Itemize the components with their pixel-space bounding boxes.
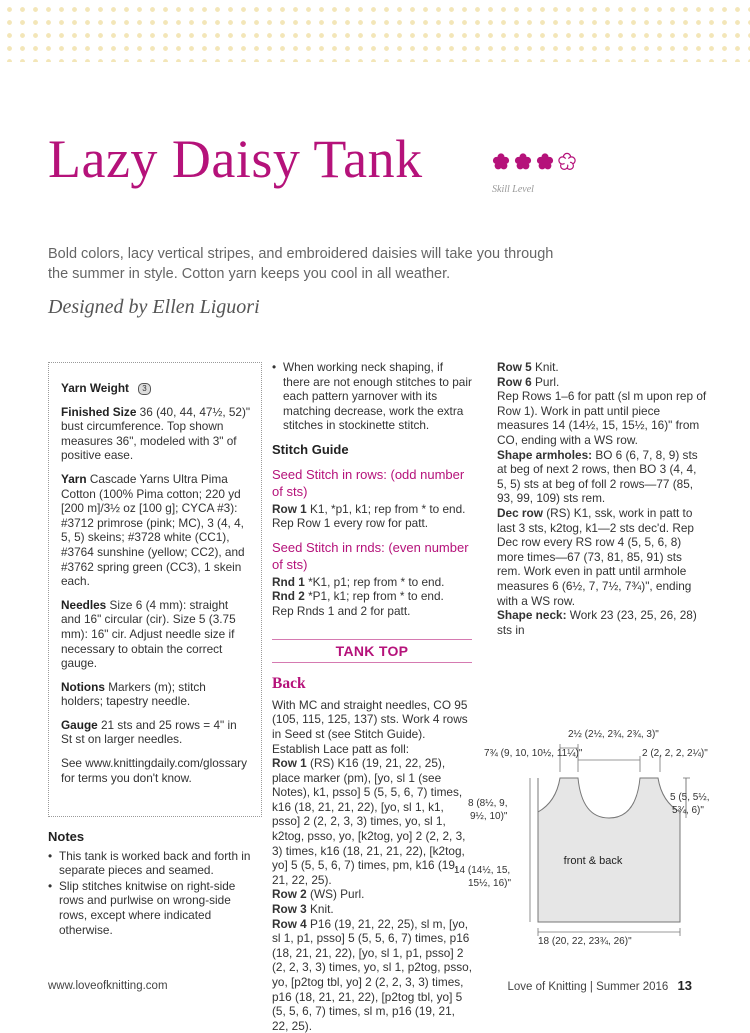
rnds-repeat: Rep Rnds 1 and 2 for patt.: [272, 603, 411, 618]
repeat-text: Rep Rows 1–6 for patt (sl m upon rep of Row 1). Work in patt until piece measures 14 (14½, 15, 15½, 16)" from CO, ending with a WS row.: [497, 389, 707, 447]
notions-label: Notions: [61, 679, 105, 694]
neck-label: Shape neck:: [497, 608, 567, 623]
armholes-label: Shape armholes:: [497, 447, 593, 462]
dotted-header-band: [0, 0, 750, 62]
rnd-1: [272, 575, 472, 590]
row-label: Row 5: [497, 360, 532, 374]
row-label: Row 6: [497, 374, 532, 389]
row-text: Purl.: [535, 374, 560, 389]
list-item: • When working neck shaping, if there are not enough stitches to pair each pattern yarnover with its matching decrease, work the extra stitches in stockinette stitch.: [272, 360, 472, 433]
finished-size: [61, 405, 251, 463]
needles-label: Needles: [61, 597, 107, 612]
yarn-weight-badge-icon: 3: [138, 383, 150, 395]
rnd-text: *K1, p1; rep from * to end.: [308, 574, 445, 589]
flower-outline-icon: [559, 153, 575, 169]
dim-neck-depth-1: 5 (5, 5½,: [670, 792, 710, 803]
dim-armhole-2: 9½, 10)": [470, 811, 508, 822]
yarn-weight: [61, 381, 251, 396]
notions-text: Markers (m); stitch holders; tapestry needle.: [61, 679, 206, 709]
tank-silhouette: [538, 778, 680, 922]
page-title: Lazy Daisy Tank: [48, 129, 423, 189]
finished-size-label: Finished Size: [61, 404, 137, 419]
dim-neck-depth-2: 5¾, 6)": [672, 805, 704, 816]
footer-website: www.loveofknitting.com: [48, 980, 168, 992]
armholes-text: BO 6 (6, 7, 8, 9) sts at beg of next 2 rows, then BO 3 (4, 4, 5, 5) sts at beg of foll 2 rows—77 (85, 93, 99, 109) sts rem.: [497, 447, 698, 506]
notes-heading: Notes: [48, 829, 85, 844]
row-text: (WS) Purl.: [310, 887, 365, 902]
neck-text: Work 23 (23, 25, 26, 28) sts in: [497, 608, 697, 637]
flower-icon: [493, 153, 509, 169]
list-item: • Slip stitches knitwise on right-side rows and purlwise on wrong-side rows, except where indicated otherwise.: [48, 879, 262, 937]
rnd-label: Rnd 1: [272, 574, 305, 589]
dim-bottom-width: 18 (20, 22, 23¾, 26)": [538, 936, 632, 947]
stitch-guide-heading: Stitch Guide: [272, 441, 349, 457]
needles-info: [61, 598, 251, 671]
dim-body-2: 15½, 16)": [468, 878, 512, 889]
row-label: Row 3: [272, 902, 307, 917]
back-heading: Back: [272, 675, 306, 693]
dim-body-1: 14 (14½, 15,: [454, 865, 511, 876]
yarn-text: Cascade Yarns Ultra Pima Cotton (100% Pima cotton; 220 yd [200 m]/3½ oz [100 g]; CYCA #3): #3712 primrose (pink; MC), 3 (4, 4, 5, 5) skeins; #3728 white (CC1), #3764 sunshine (yellow; CC2), and #3762 spring green (CC3), 1 skein each.: [61, 471, 245, 589]
shape-neck: [497, 608, 707, 637]
seed-rnds-title: Seed Stitch in rnds: (even number of sts): [272, 539, 469, 572]
yarn-info: [61, 472, 251, 589]
glossary-note: See www.knittingdaily.com/glossary for terms you don't know.: [61, 756, 247, 785]
dec-row: [497, 506, 707, 608]
column-two: [272, 360, 472, 1033]
skill-level-icons: [490, 150, 582, 180]
dim-top-width: 2½ (2½, 2¾, 2¾, 3)": [568, 729, 659, 740]
seed-rows-row1: [272, 502, 472, 517]
dim-armhole-1: 8 (8½, 9,: [468, 798, 508, 809]
flower-icon: [537, 153, 553, 169]
dim-neck-width: 7¾ (9, 10, 10½, 11¼)": [484, 748, 583, 759]
row-label: Row 2: [272, 887, 307, 902]
dec-text: (RS) K1, ssk, work in patt to last 3 sts, k2tog, k1—2 sts dec'd. Rep Dec row every RS row 4 (5, 5, 6, 8) more times—67 (73, 81, 85, 91) sts rem. Work even in patt until armhole measures 6 (6½, 7, 7½, 7¾)", ending with a WS row.: [497, 505, 694, 608]
skill-level-label: Skill Level: [492, 184, 534, 195]
gauge-info: [61, 718, 251, 747]
row-text: (RS) K16 (19, 21, 22, 25), place marker (pm), [yo, sl 1 (see Notes), k1, psso] 5 (5, 5, 6, 7) times, k16 (18, 21, 21, 22), [yo, sl 1, k1, psso] 2 (2, 2, 3, 3) times, yo, sl 1, k2tog, psso, yo, [k2tog, yo] 2 (2, 2, 3, 3) times, k16 (18, 21, 21, 22), [k2tog, yo] 5 (5, 5, 6, 7) times, pm, k16 (19, 21, 22, 25).: [272, 756, 466, 887]
needles-text: Size 6 (4 mm): straight and 16" circular (cir). Size 5 (3.75 mm): 16" cir. Adjust needle size if necessary to obtain the correct gauge.: [61, 597, 236, 671]
row-text: Knit.: [310, 902, 334, 917]
finished-size-text: 36 (40, 44, 47½, 52)" bust circumference. Top shown measures 36", modeled with 3" of positive ease.: [61, 404, 251, 463]
notes-section: [48, 830, 262, 938]
rnd-2: [272, 589, 472, 604]
footer-magazine: Love of Knitting | Summer 2016: [507, 981, 669, 993]
notions-info: [61, 680, 251, 709]
row-label: Row 1: [272, 756, 307, 771]
list-item: • This tank is worked back and forth in separate pieces and seamed.: [48, 849, 262, 878]
row-3: [272, 902, 472, 917]
rnd-label: Rnd 2: [272, 589, 305, 604]
row-5: [497, 360, 707, 375]
rnd-text: *P1, k1; rep from * to end.: [308, 589, 444, 604]
footer-credit: [507, 978, 692, 993]
row-label: Row 1: [272, 501, 307, 516]
shape-armholes: [497, 448, 707, 506]
row-text: Knit.: [535, 360, 559, 374]
seed-rows-repeat: Rep Row 1 every row for patt.: [272, 516, 429, 531]
back-intro: With MC and straight needles, CO 95 (105, 115, 125, 137) sts. Work 4 rows in Seed st (see Stitch Guide). Establish Lace patt as foll:: [272, 697, 468, 756]
flower-icon: [515, 153, 531, 169]
designer-byline: Designed by Ellen Liguori: [48, 296, 260, 318]
row-label: Row 4: [272, 916, 307, 931]
row-6: [497, 375, 707, 390]
dim-shoulder-drop: 2 (2, 2, 2, 2¼)": [642, 748, 708, 759]
seed-rows-title: Seed Stitch in rows: (odd number of sts): [272, 466, 465, 499]
row-1: [272, 756, 472, 887]
gauge-label: Gauge: [61, 717, 98, 732]
materials-sidebar: [48, 362, 262, 817]
column-three: [497, 360, 707, 637]
row-text: P16 (19, 21, 22, 25), sl m, [yo, sl 1, p1, psso] 5 (5, 5, 6, 7) times, p16 (18, 21, 21, 22), [yo, sl 1, p1, psso] 2 (2, 2, 3, 3) times, yo, sl 1, p2tog, psso, yo, [p2tog tbl, yo] 2 (2, 2, 3, 3) times, p16 (18, 21, 21, 22), [p2tog tbl, yo] 5 (5, 5, 6, 7) times, sl m, p16 (19, 21, 22, 25).: [272, 916, 472, 1033]
row-text: K1, *p1, k1; rep from * to end.: [310, 501, 466, 516]
schematic-diagram: [450, 720, 740, 950]
intro-paragraph: Bold colors, lacy vertical stripes, and embroidered daisies will take you through the summer in style. Cotton yarn keeps you cool in all weather.: [48, 246, 554, 282]
page-number: 13: [677, 978, 692, 993]
gauge-text: 21 sts and 25 rows = 4" in St st on larger needles.: [61, 717, 237, 747]
tank-top-heading: TANK TOP: [272, 639, 472, 664]
row-2: [272, 887, 472, 902]
diagram-center-label: front & back: [563, 855, 623, 867]
yarn-weight-label: Yarn Weight: [61, 381, 129, 395]
dec-label: Dec row: [497, 505, 543, 520]
yarn-label: Yarn: [61, 471, 87, 486]
